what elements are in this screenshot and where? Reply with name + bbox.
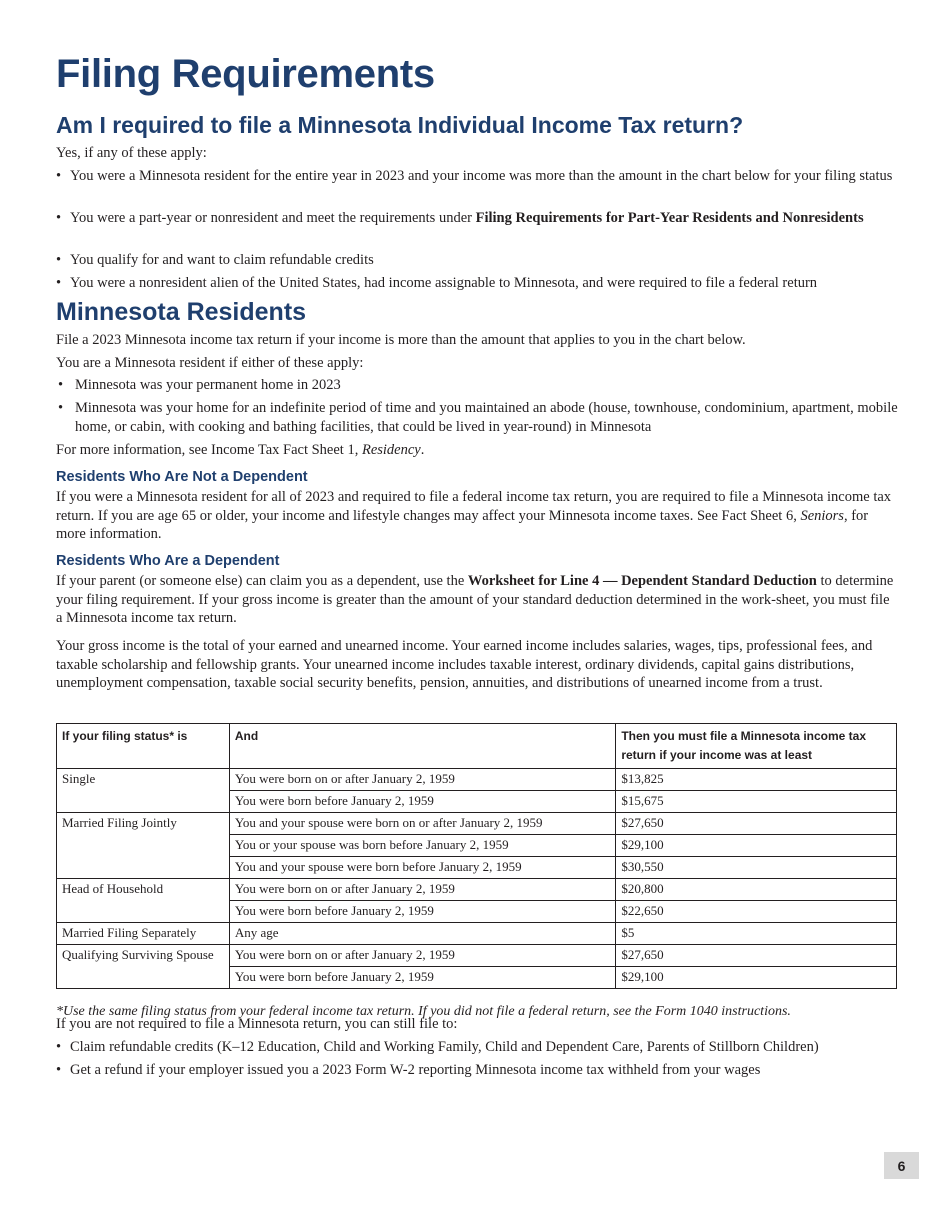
condition-cell: You were born before January 2, 1959 xyxy=(229,901,615,923)
filing-status-cell: Head of Household xyxy=(57,879,230,923)
page-title: Filing Requirements xyxy=(56,52,435,96)
list-item: • Minnesota was your permanent home in 2023 xyxy=(58,377,341,393)
subheading-not-dependent: Residents Who Are Not a Dependent xyxy=(56,469,308,485)
list-item: • You were a Minnesota resident for the entire year in 2023 and your income was more than the amount in the chart below for your filing status xyxy=(56,168,893,184)
amount-cell: $29,100 xyxy=(616,835,897,857)
paragraph: If your parent (or someone else) can claim you as a dependent, use the Worksheet for Line 4 — Dependent Standard Deduction to determine your filing requirement. If your gross income is greater than the amount of your standard deduction determined in the work-sheet, you must file a Minnesota income tax return. xyxy=(56,573,894,626)
list-item: • You qualify for and want to claim refundable credits xyxy=(56,252,374,268)
list-item: • You were a nonresident alien of the United States, had income assignable to Minnesota, and were required to file a federal return xyxy=(56,275,818,291)
table-row xyxy=(57,813,897,835)
amount-cell: $29,100 xyxy=(616,967,897,989)
condition-cell: You were born before January 2, 1959 xyxy=(229,791,615,813)
page-number: 6 xyxy=(884,1152,919,1179)
section-intro: Yes, if any of these apply: xyxy=(56,145,207,161)
table-footnote: *Use the same filing status from your federal income tax return. If you did not file a federal return, see the Form 1040 instructions. xyxy=(56,1004,791,1019)
column-header: Then you must file a Minnesota income tax return if your income was at least xyxy=(616,724,897,769)
table-row xyxy=(57,945,897,967)
section-heading-filing-required: Am I required to file a Minnesota Individual Income Tax return? xyxy=(56,112,744,138)
filing-status-cell: Married Filing Separately xyxy=(57,923,230,945)
condition-cell: Any age xyxy=(229,923,615,945)
list-item: • Minnesota was your home for an indefinite period of time and you maintained an abode (house, townhouse, condominium, apartment, mobile home, or cabin, with cooking and bathing facilities, that could be lived in year-round) in Minnesota xyxy=(58,400,898,435)
filing-requirements-table xyxy=(56,723,897,989)
table-row xyxy=(57,923,897,945)
amount-cell: $13,825 xyxy=(616,769,897,791)
condition-cell: You were born before January 2, 1959 xyxy=(229,967,615,989)
paragraph: Your gross income is the total of your earned and unearned income. Your earned income includes salaries, wages, tips, professional fees, and taxable scholarship and fellowship grants. Your unearned income includes taxable interest, ordinary dividends, capital gains distributions, unemployment compensation, taxable social security benefits, pension, annuities, and distributions of unearned income from a trust. xyxy=(56,638,873,691)
section-heading-minnesota-residents: Minnesota Residents xyxy=(56,298,307,326)
subheading-dependent: Residents Who Are a Dependent xyxy=(56,553,280,569)
amount-cell: $30,550 xyxy=(616,857,897,879)
condition-cell: You and your spouse were born before January 2, 1959 xyxy=(229,857,615,879)
paragraph: You are a Minnesota resident if either of these apply: xyxy=(56,355,364,371)
list-item: • Claim refundable credits (K–12 Education, Child and Working Family, Child and Dependent Care, Parents of Stillborn Children) xyxy=(56,1039,819,1055)
table-header-row xyxy=(57,724,897,769)
filing-status-cell: Single xyxy=(57,769,230,813)
condition-cell: You were born on or after January 2, 1959 xyxy=(229,879,615,901)
amount-cell: $22,650 xyxy=(616,901,897,923)
list-item: • You were a part-year or nonresident and meet the requirements under Filing Requirements for Part-Year Residents and Nonresidents xyxy=(56,210,864,226)
paragraph: If you were a Minnesota resident for all of 2023 and required to file a federal income tax return, you are required to file a Minnesota income tax return. If you are age 65 or older, your income and lifestyle changes may affect your Minnesota income taxes. See Fact Sheet 6, Seniors, for more information. xyxy=(56,489,892,542)
column-header: And xyxy=(229,724,615,769)
column-header: If your filing status* is xyxy=(57,724,230,769)
condition-cell: You were born on or after January 2, 1959 xyxy=(229,769,615,791)
list-item: • Get a refund if your employer issued you a 2023 Form W-2 reporting Minnesota income tax withheld from your wages xyxy=(56,1062,761,1078)
table-row xyxy=(57,879,897,901)
table-row xyxy=(57,769,897,791)
condition-cell: You or your spouse was born before January 2, 1959 xyxy=(229,835,615,857)
filing-status-cell: Married Filing Jointly xyxy=(57,813,230,879)
amount-cell: $27,650 xyxy=(616,945,897,967)
paragraph: If you are not required to file a Minnesota return, you can still file to: xyxy=(56,1016,458,1032)
condition-cell: You were born on or after January 2, 1959 xyxy=(229,945,615,967)
amount-cell: $15,675 xyxy=(616,791,897,813)
paragraph: File a 2023 Minnesota income tax return if your income is more than the amount that applies to you in the chart below. xyxy=(56,332,746,348)
amount-cell: $20,800 xyxy=(616,879,897,901)
paragraph: For more information, see Income Tax Fact Sheet 1, Residency. xyxy=(56,442,425,458)
amount-cell: $5 xyxy=(616,923,897,945)
amount-cell: $27,650 xyxy=(616,813,897,835)
condition-cell: You and your spouse were born on or after January 2, 1959 xyxy=(229,813,615,835)
filing-status-cell: Qualifying Surviving Spouse xyxy=(57,945,230,989)
